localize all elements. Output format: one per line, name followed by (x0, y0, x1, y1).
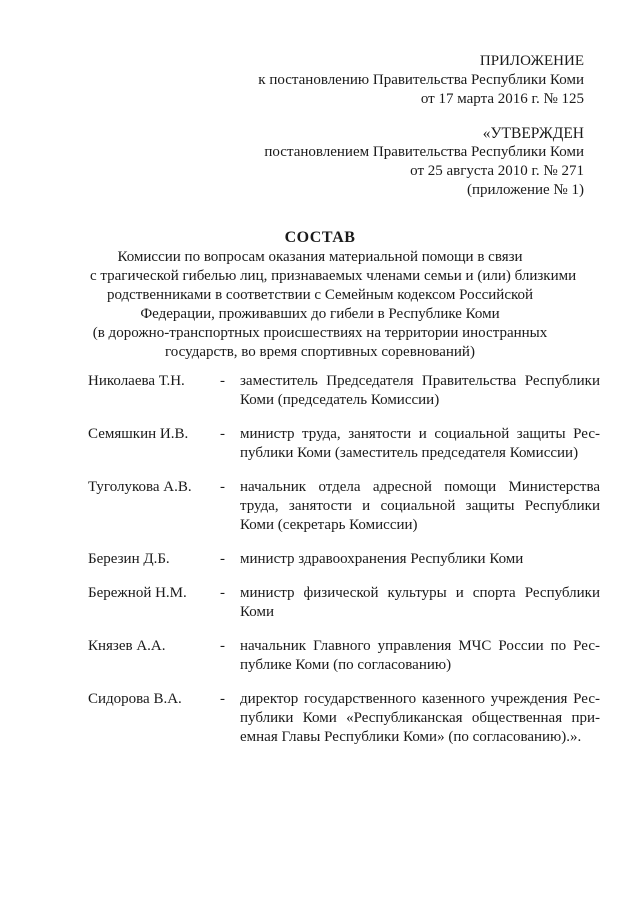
member-name: Березин Д.Б. (88, 551, 170, 567)
composition-subtitle (90, 248, 577, 362)
subtitle-line: Федерации, проживавших до гибели в Республике Коми (140, 306, 500, 322)
member-name: Семяшкин И.В. (88, 426, 189, 442)
member-row (88, 584, 600, 622)
role-line: заместитель Председателя Правительства Республики (240, 373, 600, 389)
member-role (240, 550, 600, 569)
subtitle-line: государств, во время спортивных соревнований) (165, 344, 475, 360)
member-dash: - (220, 585, 225, 601)
member-row (88, 550, 600, 569)
role-line: публики Коми «Республиканская общественная при- (240, 710, 600, 726)
member-role (240, 637, 600, 675)
member-dash: - (220, 373, 225, 389)
subtitle-line: с трагической гибелью лиц, признаваемых членами семьи и (или) близкими (90, 268, 577, 284)
member-name: Князев А.А. (88, 638, 166, 654)
member-role (240, 478, 600, 535)
member-name: Николаева Т.Н. (88, 373, 185, 389)
appendix-resolution-date: от 17 марта 2016 г. № 125 (420, 91, 584, 107)
member-dash: - (220, 426, 225, 442)
role-line: Коми (240, 604, 274, 620)
approved-appendix-number: (приложение № 1) (466, 182, 584, 198)
role-line: начальник Главного управления МЧС России по Рес- (240, 638, 600, 654)
member-row (88, 478, 600, 535)
appendix-resolution-ref: к постановлению Правительства Республики Коми (258, 72, 584, 88)
member-role (240, 425, 600, 463)
role-line: министр труда, занятости и социальной защиты Рес- (240, 426, 600, 442)
member-dash: - (220, 638, 225, 654)
composition-title: СОСТАВ (284, 229, 356, 246)
approved-resolution-date: от 25 августа 2010 г. № 271 (410, 163, 584, 179)
role-line: емная Главы Республики Коми» (по согласованию).». (240, 729, 582, 745)
member-row (88, 690, 600, 747)
approved-title: «УТВЕРЖДЕН (482, 125, 584, 142)
role-line: публике Коми (по согласованию) (240, 657, 452, 673)
approved-resolution-ref: постановлением Правительства Республики Коми (264, 144, 584, 160)
member-name: Бережной Н.М. (88, 585, 187, 601)
member-row (88, 637, 600, 675)
member-name: Туголукова А.В. (88, 479, 192, 495)
subtitle-line: родственниками в соответствии с Семейным кодексом Российской (106, 287, 534, 303)
role-line: начальник отдела адресной помощи Министерства (240, 479, 600, 495)
member-role (240, 584, 600, 622)
role-line: Коми (председатель Комиссии) (240, 392, 440, 408)
member-name: Сидорова В.А. (88, 691, 182, 707)
role-line: публики Коми (заместитель председателя Комиссии) (240, 445, 579, 461)
role-line: министр здравоохранения Республики Коми (240, 551, 524, 567)
member-row (88, 425, 600, 463)
member-role (240, 690, 600, 747)
role-line: директор государственного казенного учреждения Рес- (240, 691, 600, 707)
member-row (88, 372, 600, 410)
member-dash: - (220, 551, 225, 567)
appendix-header (258, 52, 584, 109)
member-dash: - (220, 479, 225, 495)
composition-heading (90, 228, 577, 362)
role-line: Коми (секретарь Комиссии) (240, 517, 418, 533)
appendix-title: ПРИЛОЖЕНИЕ (479, 53, 584, 69)
approved-header (264, 124, 584, 200)
subtitle-line: Комиссии по вопросам оказания материальной помощи в связи (117, 249, 523, 265)
member-role (240, 372, 600, 410)
member-dash: - (220, 691, 225, 707)
role-line: министр физической культуры и спорта Республики (240, 585, 600, 601)
members-list (88, 372, 600, 747)
subtitle-line: (в дорожно-транспортных происшествиях на территории иностранных (92, 325, 548, 341)
role-line: труда, занятости и социальной защиты Республики (240, 498, 600, 514)
